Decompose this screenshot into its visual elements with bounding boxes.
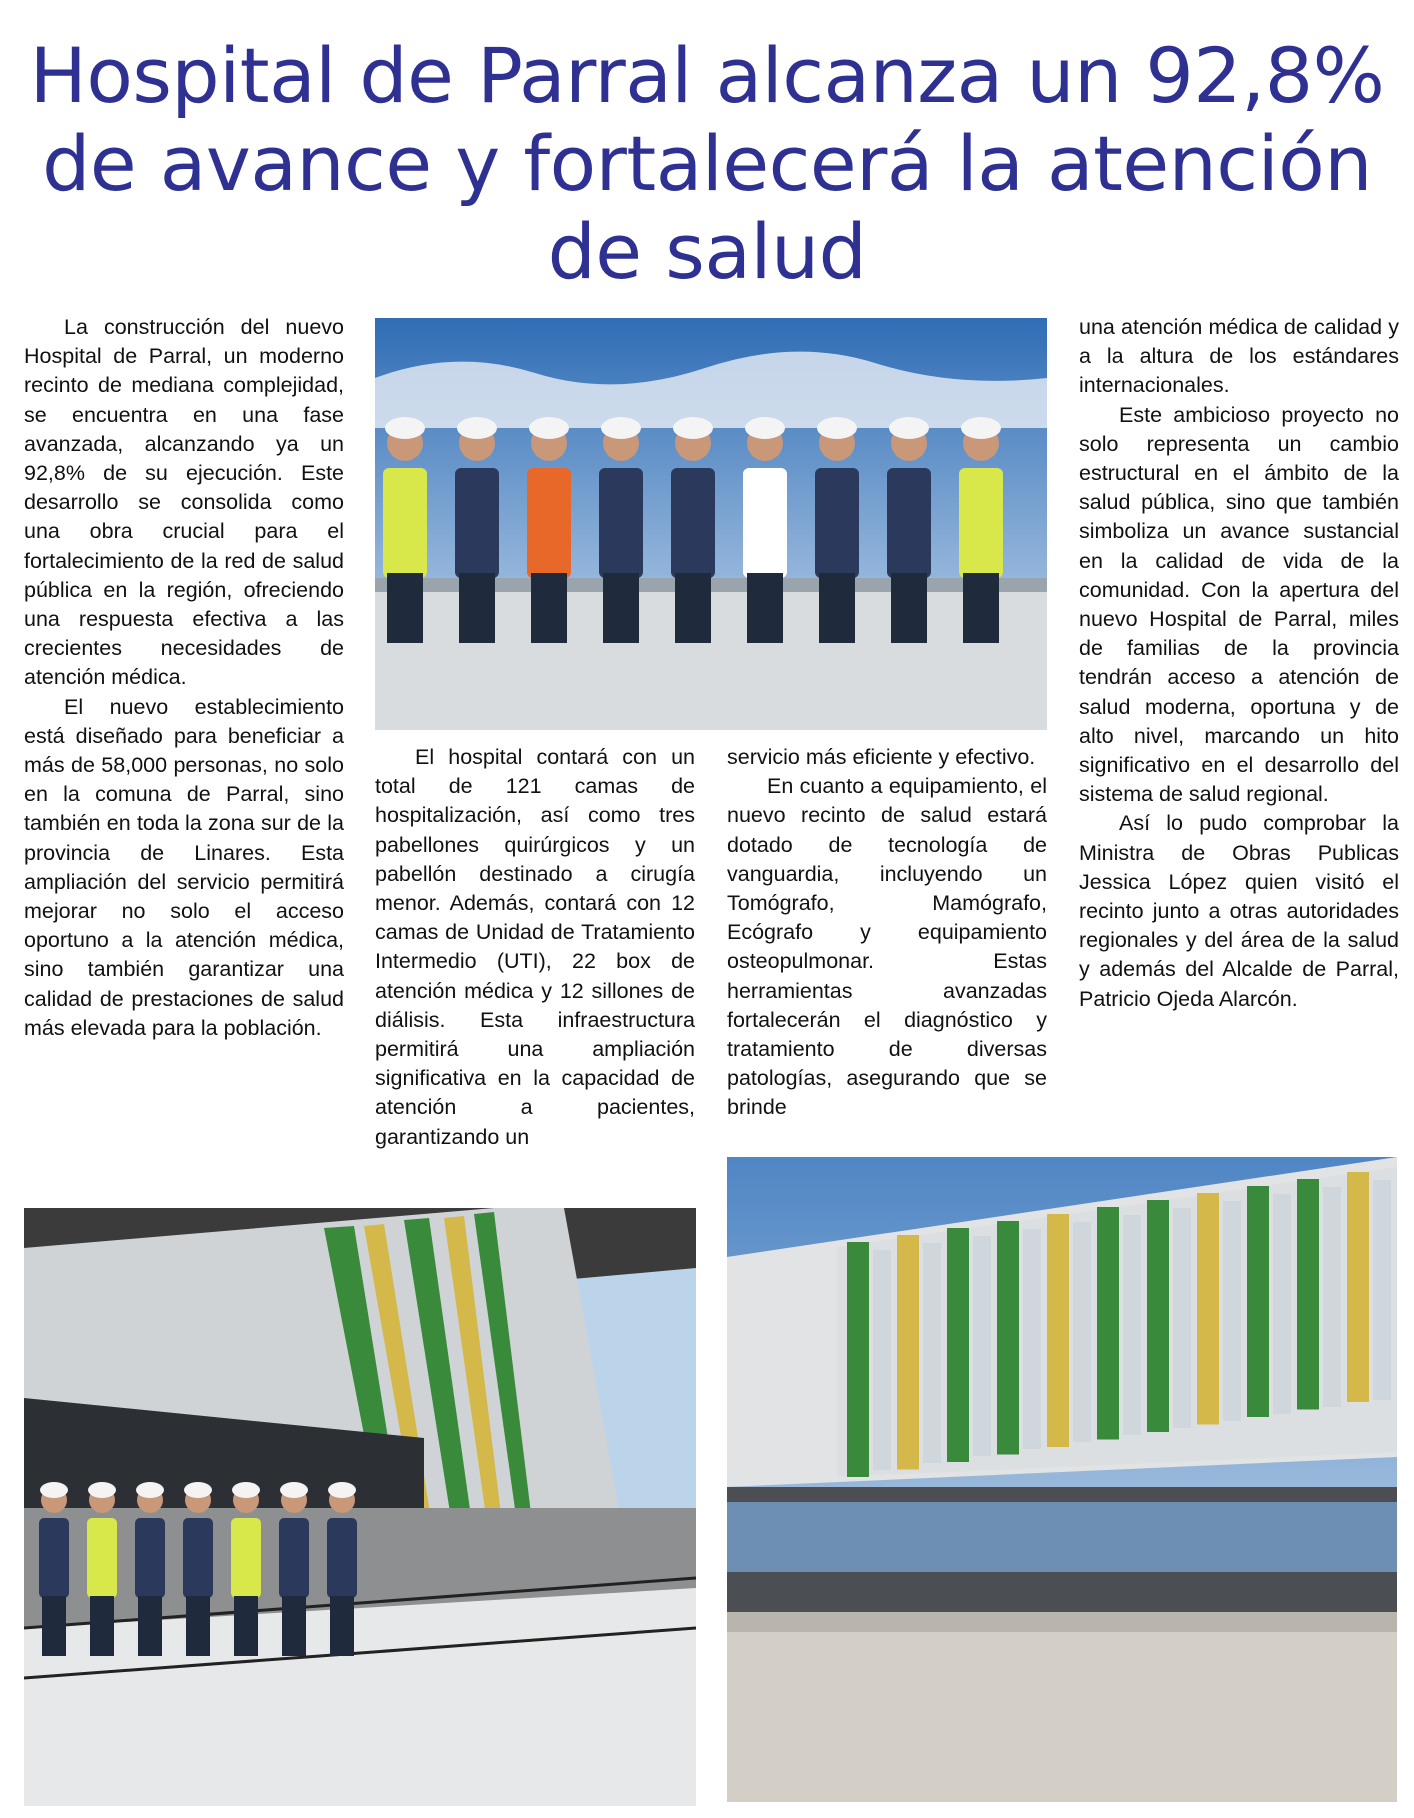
col2-paragraph-1: El hospital contará con un total de 121 camas de hospitalización, así como tres pabellones quirúrgicos y un pabellón destinado a cirugía menor. Además, contará con 12 camas de Unidad de Tratamiento Intermedio (UTI), 22 box de atención médica y 12 sillones de diálisis. Esta infraestructura permitirá una ampliación significativa en la capacidad de atención a pacientes, garantizando un (375, 745, 695, 1149)
construction-site-image (24, 1208, 696, 1806)
group-photo-image (375, 318, 1047, 730)
col4-paragraph-3: Así lo pudo comprobar la Ministra de Obras Publicas Jessica López quien visitó el recinto junto a otras autoridades regionales y del área de la salud y además del Alcalde de Parral, Patricio Ojeda Alarcón. (1079, 811, 1399, 1011)
article-column-3 (727, 743, 1047, 1123)
group-photo (375, 318, 1047, 730)
construction-site-photo (24, 1208, 696, 1806)
article-headline: Hospital de Parral alcanza un 92,8% de avance y fortalecerá la atención de salud (29, 31, 1385, 296)
col3-paragraph-2: En cuanto a equipamiento, el nuevo recinto de salud estará dotado de tecnología de vanguardia, incluyendo un Tomógrafo, Mamógrafo, Ecógrafo y equipamiento osteopulmonar. Estas herramientas avanzadas fortalecerán el diagnóstico y tratamiento de diversas patologías, asegurando que se brinde (727, 774, 1047, 1120)
article-column-2 (375, 743, 695, 1152)
col4-paragraph-1: una atención médica de calidad y a la altura de los estándares internacionales. (1079, 315, 1399, 398)
article-column-4 (1079, 313, 1399, 1014)
col3-paragraph-1: servicio más eficiente y efectivo. (727, 745, 1036, 769)
col4-paragraph-2: Este ambicioso proyecto no solo representa un cambio estructural en el ámbito de la salud pública, sino que también simboliza un avance sustancial en la calidad de vida de la comunidad. Con la apertura del nuevo Hospital de Parral, miles de familias de la provincia tendrán acceso a atención de salud moderna, oportuna y de alto nivel, marcando un hito significativo en el desarrollo del sistema de salud regional. (1079, 402, 1399, 807)
col1-paragraph-2: El nuevo establecimiento está diseñado para beneficiar a más de 58,000 personas, no solo en la comuna de Parral, sino también en toda la zona sur de la provincia de Linares. Esta ampliación del servicio permitirá mejorar no solo el acceso oportuno a la atención médica, sino también garantizar una calidad de prestaciones de salud más elevada para la población. (24, 694, 344, 1040)
col1-paragraph-1: La construcción del nuevo Hospital de Parral, un moderno recinto de mediana complejidad, se encuentra en una fase avanzada, alcanzando ya un 92,8% de su ejecución. Este desarrollo se consolida como una obra crucial para el fortalecimiento de la red de salud pública en la región, ofreciendo una respuesta efectiva a las crecientes necesidades de atención médica. (24, 315, 344, 690)
article-column-1 (24, 313, 344, 1043)
hospital-building-photo (727, 1157, 1397, 1802)
hospital-building-image (727, 1157, 1397, 1802)
